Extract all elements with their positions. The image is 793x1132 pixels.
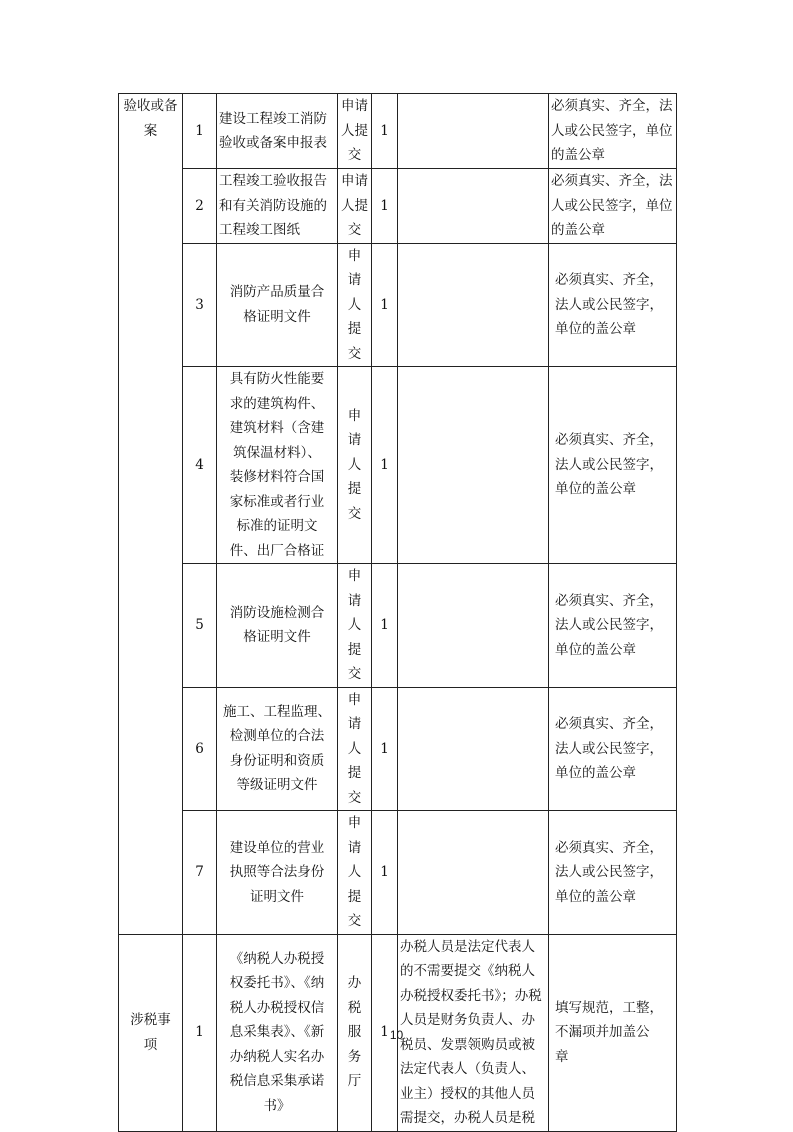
copies: 1 xyxy=(372,243,398,367)
requirement: 填写规范，工整， 不漏项并加盖公 章 xyxy=(549,934,677,1131)
notes xyxy=(398,367,549,564)
page-number: 10 xyxy=(389,1028,404,1042)
item-number: 1 xyxy=(183,94,217,169)
material-name: 具有防火性能要 求的建筑构件、 建筑材料（含建 筑保温材料）、 装修材料符合国 家标准或者行业 标准的证明文 件、出厂合格证 xyxy=(217,367,338,564)
notes xyxy=(398,94,549,169)
item-number: 6 xyxy=(183,687,217,811)
requirement: 必须真实、齐全， 法人或公民签字， 单位的盖公章 xyxy=(549,564,677,688)
material-source: 申 请 人 提 交 xyxy=(338,564,372,688)
material-name: 消防设施检测合 格证明文件 xyxy=(217,564,338,688)
notes xyxy=(398,564,549,688)
copies: 1 xyxy=(372,687,398,811)
table-row xyxy=(119,687,677,811)
copies: 1 xyxy=(372,811,398,935)
notes xyxy=(398,169,549,244)
copies: 1 xyxy=(372,564,398,688)
copies: 1 xyxy=(372,367,398,564)
copies: 1 xyxy=(372,94,398,169)
material-name: 建设工程竣工消防 验收或备案申报表 xyxy=(217,94,338,169)
material-source: 申 请 人 提 交 xyxy=(338,687,372,811)
item-number: 5 xyxy=(183,564,217,688)
item-number: 7 xyxy=(183,811,217,935)
item-number: 1 xyxy=(183,934,217,1131)
notes xyxy=(398,687,549,811)
notes xyxy=(398,243,549,367)
copies: 1 xyxy=(372,169,398,244)
material-name: 《纳税人办税授 权委托书》、《纳 税人办税授权信 息采集表》、《新 办纳税人实名办 税信息采集承诺 书》 xyxy=(217,934,338,1131)
materials-table xyxy=(118,93,677,1132)
requirement: 必须真实、齐全，法 人或公民签字，单位 的盖公章 xyxy=(549,169,677,244)
material-name: 消防产品质量合 格证明文件 xyxy=(217,243,338,367)
requirement: 必须真实、齐全，法 人或公民签字，单位 的盖公章 xyxy=(549,94,677,169)
material-name: 工程竣工验收报告 和有关消防设施的 工程竣工图纸 xyxy=(217,169,338,244)
material-source: 申 请 人 提 交 xyxy=(338,243,372,367)
table-row xyxy=(119,564,677,688)
requirement: 必须真实、齐全， 法人或公民签字， 单位的盖公章 xyxy=(549,811,677,935)
table-row xyxy=(119,367,677,564)
copies: 1 xyxy=(372,934,398,1131)
material-name: 建设单位的营业 执照等合法身份 证明文件 xyxy=(217,811,338,935)
notes: 办税人员是法定代表人 的不需要提交《纳税人 办税授权委托书》；办税 人员是财务负责人、办 税员、发票领购员或被 法定代表人（负责人、 业主）授权的其他人员 需提交，办税人员是税 xyxy=(398,934,549,1131)
item-number: 2 xyxy=(183,169,217,244)
material-source: 申请 人提 交 xyxy=(338,94,372,169)
material-source: 申 请 人 提 交 xyxy=(338,811,372,935)
table-row xyxy=(119,811,677,935)
requirement: 必须真实、齐全， 法人或公民签字， 单位的盖公章 xyxy=(549,243,677,367)
table-row xyxy=(119,94,677,169)
requirement: 必须真实、齐全， 法人或公民签字， 单位的盖公章 xyxy=(549,687,677,811)
table-row xyxy=(119,243,677,367)
table-row xyxy=(119,169,677,244)
material-source: 办 税 服 务 厅 xyxy=(338,934,372,1131)
material-source: 申请 人提 交 xyxy=(338,169,372,244)
category-cell: 验收或备 案 xyxy=(119,94,183,935)
category-cell: 涉税事 项 xyxy=(119,934,183,1131)
item-number: 4 xyxy=(183,367,217,564)
requirement: 必须真实、齐全， 法人或公民签字， 单位的盖公章 xyxy=(549,367,677,564)
notes xyxy=(398,811,549,935)
item-number: 3 xyxy=(183,243,217,367)
material-source: 申 请 人 提 交 xyxy=(338,367,372,564)
material-name: 施工、工程监理、 检测单位的合法 身份证明和资质 等级证明文件 xyxy=(217,687,338,811)
